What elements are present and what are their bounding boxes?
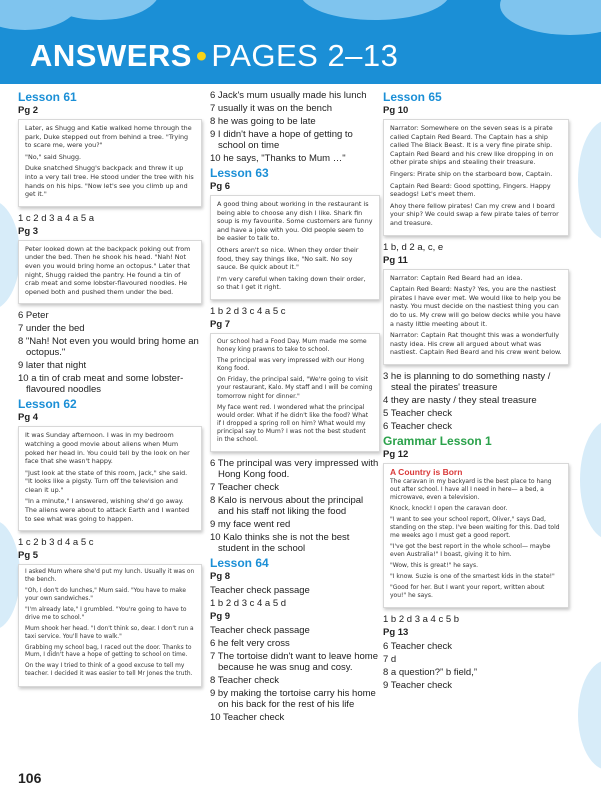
answer-line: 7 under the bed [18,323,85,335]
passage-text: "I want to see your school report, Oliver," says Dad, standing on the step. I've been waiting for this. Dad told me weeks ago I must get a good report. [390,515,560,539]
page-label: Pg 2 [18,105,39,116]
passage-text: The caravan in my backyard is the best place to hang out after school. I have all I need in here— a bed, a microwave, even a television. [390,477,552,501]
passage-box [383,463,569,608]
page-label: Pg 7 [210,318,231,330]
passage-box [210,333,380,452]
passage-text: "I'm already late," I grumbled. "You're going to have to drive me to school." [25,606,187,621]
passage-text: Narrator: Captain Red Beard had an idea. [390,273,523,282]
passage-text: Peter looked down at the backpack poking out from under the bed. Then he shook his head. "Nah! Not even you would bring home an octopus." Later that night, Shugg raided the pantry. He found a tin of crab meat and some lobster-flavoured noodles. He opened both and pushed them under the bed. [25,244,191,296]
passage-text: "Oh, I don't do lunches," Mum said. "You have to make your own sandwiches." [25,588,186,602]
passage-box [18,240,202,305]
page-title [30,38,398,74]
answer-line: 8 he was going to be late [210,116,316,127]
answer-line: Teacher check passage [210,585,310,597]
answer-line: 7 Teacher check [210,482,280,494]
answer-line: 7 The tortoise didn't want to leave home because he was snug and cosy. [210,651,378,674]
answer-line: 1 b 2 d 3 a 4 c 5 b [383,613,460,625]
lesson-62-heading: Lesson 62 [18,397,77,412]
answer-line: 10 a tin of crab meat and some lobster-flavoured noodles [18,373,184,396]
page-number: 106 [18,770,42,786]
answer-line: 9 Teacher check [383,679,453,691]
answer-line: 8 Teacher check [210,675,280,687]
passage-text: "Good for her. But I want your report, written about you!" he says. [390,583,545,599]
answer-line: 7 usually it was on the bench [210,103,332,114]
side-cloud [0,200,20,310]
passage-text: "In a minute," I answered, wishing she'd go away. The aliens were about to attack Earth and I wanted to see what was going to happen. [25,497,190,523]
answer-line: 6 The principal was very impressed with Hong Kong food. [210,458,379,481]
lesson-65-heading: Lesson 65 [383,90,442,104]
title-answers: ANSWERS [30,38,192,73]
passage-box [383,119,569,236]
answer-line: 8 a question?” b field,” [383,666,478,678]
answer-line: 3 he is planning to do something nasty / steal the pirates' treasure [383,370,551,393]
passage-text: "I've got the best report in the whole school— maybe even Australia!" I boast, giving it to him. [390,542,551,558]
passage-box [18,564,202,687]
answer-line: 10 Kalo thinks she is not the best student in the school [210,532,350,555]
answer-line: 9 later that night [18,360,87,372]
header-cloud [300,0,450,20]
passage-text: I'm very careful when taking down their order, so that I get it right. [217,274,366,292]
answer-line: 10 he says, "Thanks to Mum …" [210,153,346,164]
answer-line: 1 b, d 2 a, c, e [383,241,444,253]
passage-text: "I know. Suzie is one of the smartest kids in the state!" [390,572,555,580]
header-banner [0,0,601,84]
answer-line: 6 he felt very cross [210,638,290,650]
answer-line: 1 b 2 d 3 c 4 a 5 d [210,598,287,610]
passage-box [18,119,202,207]
passage-text: Knock, knock! I open the caravan door. [390,504,508,512]
passage-box [18,426,202,531]
passage-text: A good thing about working in the restaurant is being able to choose any dish I like. Shark fin soup is my favourite. Some customers are funny and have a joke with you. Old people seem to be easier to talk to. [217,200,373,243]
page-label: Pg 13 [383,626,409,638]
answer-line: 6 Teacher check [383,420,453,432]
page-label: Pg 9 [210,611,231,623]
page-label: Pg 12 [383,448,409,460]
passage-box [383,269,569,365]
passage-text: Our school had a Food Day. Mum made me some honey king prawns to take to school. [217,337,367,354]
answer-line: 1 c 2 d 3 a 4 a 5 a [18,212,95,224]
page-label: Pg 11 [383,254,408,266]
passage-text: Duke snatched Shugg's backpack and threw it up into a very tall tree. He stood under the tree with his hands on his hips. "Now let's see you climb up and get it." [25,164,194,199]
passage-text: I asked Mum where she'd put my lunch. Usually it was on the bench. [25,569,195,584]
passage-text: On the way I tried to think of a good excuse to tell my teacher. I decided it was easier to tell Mr Jones the truth. [25,663,193,678]
title-pages: PAGES 2–13 [211,38,399,73]
lesson-64-heading: Lesson 64 [210,556,269,571]
passage-text: Captain Red Beard: Good spotting, Fingers. Happy seadogs! Let's meet them. [390,181,551,199]
page-label: Pg 6 [210,181,231,192]
page-label: Pg 3 [18,225,39,237]
answer-line: 4 they are nasty / they steal treasure [383,394,537,406]
answer-line: 9 by making the tortoise carry his home on his back for the rest of his life [210,688,376,711]
side-cloud [578,660,601,770]
lesson-61-heading: Lesson 61 [18,90,77,104]
passage-text: Mum shook her head. "I don't think so, dear. I don't run a taxi service. You'll have to walk." [25,625,194,640]
passage-text: Captain Red Beard: Nasty? Yes, you are the nastiest pirates I have ever met. We would like to help you be nasty. You must decide on the nastiest thing you can do to us. My crew will go below decks while you have a nasty little meeting about it. [390,285,561,328]
answer-line: 8 "Nah! Not even you would bring home an octopus." [18,336,199,359]
passage-text: Ahoy there fellow pirates! Can my crew and I board your ship? We could swap a few pirate tales of terror and treasure. [390,201,559,227]
passage-text: Fingers: Pirate ship on the starboard bow, Captain. [390,169,553,178]
passage-title: A Country is Born [390,466,463,477]
column-3 [383,88,569,693]
passage-text: Others aren't so nice. When they order their food, they say things like, "No salt. No soy sauce. Be quick about it." [217,245,359,272]
column-2 [210,88,380,725]
passage-text: The principal was very impressed with our Hong Kong food. [217,357,365,373]
page-label: Pg 10 [383,105,409,116]
passage-text: "No," said Shugg. [25,152,82,161]
answer-line: 1 b 2 d 3 c 4 a 5 c [210,305,286,317]
answer-line: 8 Kalo is nervous about the principal and his staff not liking the food [210,495,364,518]
passage-text: It was Sunday afternoon. I was in my bedroom watching a good movie about aliens when Mum poked her head in. You could tell by the look on her face that she wasn't happy. [25,431,190,466]
answer-line: 9 I didn't have a hope of getting to school on time [210,129,353,151]
header-cloud [500,0,601,35]
lesson-63-heading: Lesson 63 [210,166,269,180]
passage-text: "Just look at the state of this room, Jack," she said. "It looks like a pigsty. Turn off the television and clean it up." [25,468,188,494]
passage-text: On Friday, the principal said, "We're going to visit your restaurant, Kalo. My staff and I will be coming tomorrow night for dinner." [217,376,373,400]
answer-line: 6 Peter [18,310,49,322]
answer-line: 6 Teacher check [383,640,453,652]
page-label: Pg 5 [18,550,39,562]
side-cloud [580,420,601,540]
title-dot: • [195,38,208,73]
passage-text: My face went red. I wondered what the principal would order. What if he didn't like the food? What if I dropped a spring roll on him? What would my principal say to Mum? I was not the best student in the school. [217,403,369,443]
answer-line: Teacher check passage [210,625,310,637]
answer-line: 1 c 2 b 3 d 4 a 5 c [18,537,94,549]
column-1 [18,88,202,693]
passage-text: Narrator: Somewhere on the seven seas is a pirate called Captain Red Beard. The Captain has a ship called The Black Beast. It is a very fine pirate ship. Captain Red Beard and his crew like dropping in on other pirate ships and stealing their treasure. [390,124,554,167]
grammar-lesson-1-heading: Grammar Lesson 1 [383,433,492,448]
answer-line: 9 my face went red [210,519,291,531]
answer-line: 10 Teacher check [210,712,285,724]
passage-text: Narrator: Captain Rat thought this was a wonderfully nasty idea. His crew all argued about what was nastiest. Captain Red Beard and his crew went below. [390,331,562,357]
answer-line: 5 Teacher check [383,407,453,419]
passage-box [210,195,380,300]
page-label: Pg 8 [210,571,231,583]
page-label: Pg 4 [18,412,39,424]
side-cloud [0,520,20,630]
answer-line: 7 d [383,653,397,665]
side-cloud [578,120,601,240]
passage-text: Later, as Shugg and Katie walked home through the park, Duke stepped out from behind a tree. "Trying to scare me, were you?" [25,124,192,150]
answer-line: 6 Jack's mum usually made his lunch [210,90,367,101]
passage-text: "Wow, this is great!" he says. [390,561,479,569]
passage-text: Grabbing my school bag, I raced out the door. Thanks to Mum, I didn't have a hope of getting to school on time. [25,644,192,659]
